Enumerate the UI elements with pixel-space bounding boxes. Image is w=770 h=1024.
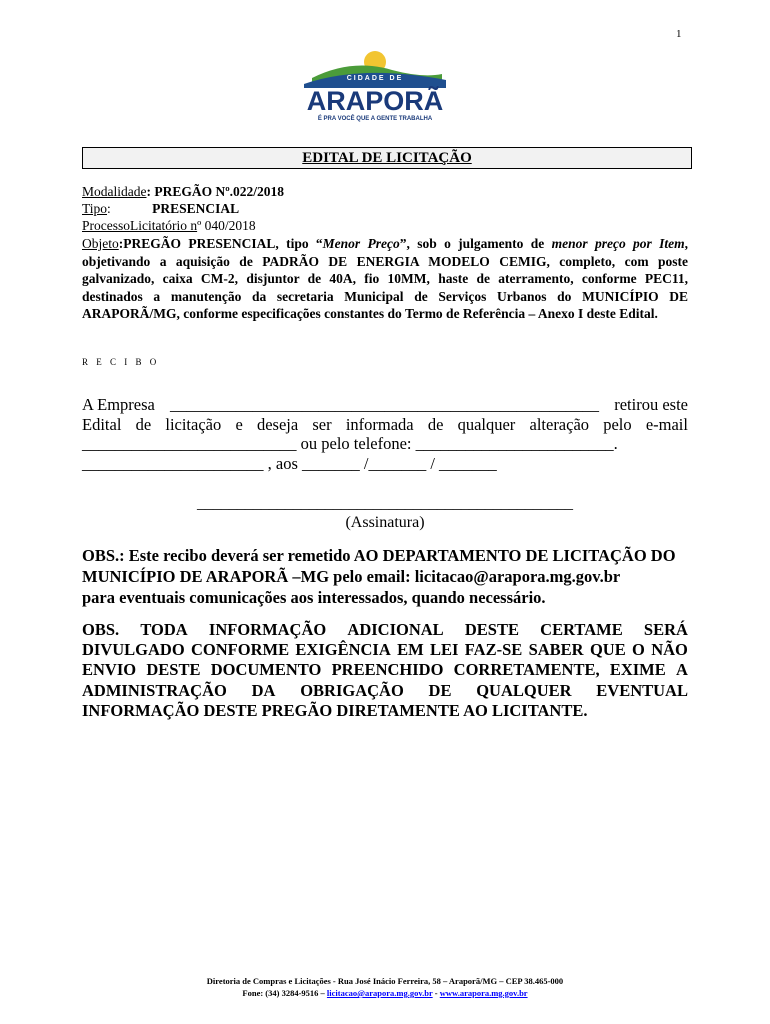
- arapora-logo: [292, 48, 458, 122]
- footer: [82, 975, 688, 999]
- processo-row: [82, 217, 256, 234]
- obs-informacao: [82, 620, 688, 721]
- word: licitação: [165, 414, 222, 434]
- modalidade-label: Modalidade: [82, 184, 147, 199]
- word: ENVIO: [82, 660, 137, 680]
- signature-block: [82, 494, 688, 532]
- word: QUE: [589, 640, 626, 660]
- objeto-text-4: menor preço por Item: [551, 236, 685, 251]
- footer-contact: [82, 987, 688, 999]
- footer-site-link[interactable]: www.arapora.mg.gov.br: [439, 988, 528, 998]
- obs-recibo-line-1: OBS.: Este recibo deverá ser remetido AO DEPARTAMENTO DE LICITAÇÃO DO: [82, 546, 676, 565]
- word: qualquer: [457, 414, 516, 434]
- word: ADICIONAL: [347, 620, 444, 639]
- word: informada: [345, 414, 414, 434]
- recibo-form: [82, 395, 688, 473]
- word: deseja: [256, 414, 299, 434]
- footer-phone: Fone: (34) 3284-9516 –: [242, 988, 327, 998]
- word: DESTE: [146, 660, 201, 680]
- word: OBS.: [82, 620, 120, 639]
- word: LEI: [430, 640, 459, 660]
- logo-top-text: CIDADE DE: [346, 75, 404, 82]
- footer-email-link[interactable]: licitacao@arapora.mg.gov.br: [326, 988, 433, 998]
- empresa-label: A Empresa: [82, 395, 155, 414]
- modalidade-value: : PREGÃO Nº.022/2018: [146, 184, 285, 199]
- word: e-mail: [645, 414, 688, 434]
- word: CERTAME: [540, 620, 623, 639]
- obs-info-line-2: [82, 640, 688, 660]
- modalidade-row: [82, 183, 284, 200]
- word: DA: [251, 680, 276, 700]
- word: SABER: [528, 640, 584, 660]
- page-number: 1: [676, 28, 682, 40]
- obs-info-line-1: [82, 620, 688, 640]
- word: Edital: [82, 414, 122, 434]
- place-date-line[interactable]: ______________________ , aos _______ /_______ / _______: [82, 453, 497, 473]
- word: FAZ-SE: [464, 640, 523, 660]
- word: de: [135, 414, 152, 434]
- logo-slogan: É PRA VOCÊ QUE A GENTE TRABALHA: [317, 116, 433, 122]
- word: EXIGÊNCIA: [295, 640, 391, 660]
- objeto-text-3: ”, sob o julgamento de: [399, 236, 552, 251]
- obs-info-line-5: INFORMAÇÃO DESTE PREGÃO DIRETAMENTE AO LICITANTE.: [82, 700, 588, 720]
- obs-info-line-3: [82, 660, 688, 680]
- processo-label: ProcessoLicitatório n: [82, 218, 198, 233]
- word: CORRETAMENTE,: [453, 660, 600, 680]
- logo-name: ARAPORÃ: [306, 86, 444, 116]
- word: alteração: [529, 414, 590, 434]
- word: O: [632, 640, 645, 660]
- tipo-value: PRESENCIAL: [152, 201, 240, 216]
- objeto-text-5: , objetivando a aquisição de PADRÃO DE ENERGIA MODELO CEMIG, completo, com poste galvanizado, caixa CM-2, disjuntor de 40A, fio 10MM, haste de aterramento, conforme PEC11, destinados a manutenção da secretaria Municipal de Serviços Urbanos do MUNICÍPIO DE ARAPORÃ/MG, conforme especificações constantes do Termo de Referência – Anexo I deste Edital.: [82, 236, 688, 322]
- processo-value: º 040/2018: [197, 218, 256, 233]
- objeto-text-1: :PREGÃO PRESENCIAL, tipo “: [118, 236, 323, 251]
- footer-address: Diretoria de Compras e Licitações - Rua José Inácio Ferreira, 58 – Araporã/MG – CEP 38.465-000: [206, 976, 564, 986]
- obs-recibo-line-2: MUNICÍPIO DE ARAPORÃ –MG pelo email: licitacao@arapora.mg.gov.br: [82, 567, 621, 586]
- obs-recibo-line-3: para eventuais comunicações aos interessados, quando necessário.: [82, 588, 546, 607]
- footer-separator: -: [432, 988, 440, 998]
- word: DOCUMENTO: [210, 660, 322, 680]
- recibo-line-2: [82, 415, 688, 435]
- objeto-text-2: Menor Preço: [322, 236, 400, 251]
- word: e: [235, 414, 243, 434]
- obs-info-line-4: [82, 681, 688, 701]
- recibo-line-1: [82, 395, 688, 415]
- word: de: [427, 414, 444, 434]
- email-phone-line[interactable]: __________________________ ou pelo telefone: ________________________.: [82, 434, 618, 453]
- word: EXIME: [609, 660, 666, 680]
- word: QUALQUER: [476, 680, 572, 700]
- word: EVENTUAL: [596, 680, 688, 700]
- objeto-paragraph: [82, 235, 688, 323]
- empresa-field[interactable]: ____________________________________________________: [170, 395, 600, 414]
- word: NÃO: [651, 640, 688, 660]
- recibo-label: R E C I B O: [82, 357, 160, 367]
- word: ser: [312, 414, 332, 434]
- word: PREENCHIDO: [331, 660, 444, 680]
- word: DE: [428, 680, 452, 700]
- word: EM: [397, 640, 424, 660]
- word: DIVULGADO: [82, 640, 185, 660]
- word: TODA: [140, 620, 188, 639]
- word: pelo: [603, 414, 632, 434]
- word: DESTE: [464, 620, 519, 639]
- retirou-text: retirou este: [614, 395, 688, 414]
- tipo-colon: :: [107, 201, 111, 216]
- word: ADMINISTRAÇÃO: [82, 680, 227, 700]
- tipo-row: [82, 200, 239, 217]
- document-title: EDITAL DE LICITAÇÃO: [82, 147, 692, 169]
- word: OBRIGAÇÃO: [300, 680, 404, 700]
- tipo-label: Tipo: [82, 201, 108, 216]
- word: A: [676, 660, 688, 680]
- word: INFORMAÇÃO: [208, 620, 327, 639]
- signature-label: (Assinatura): [345, 514, 425, 531]
- signature-line[interactable]: _______________________________________________: [197, 495, 573, 512]
- objeto-label: Objeto: [82, 236, 119, 251]
- word: SERÁ: [643, 620, 688, 639]
- obs-recibo: [82, 545, 688, 608]
- word: CONFORME: [191, 640, 290, 660]
